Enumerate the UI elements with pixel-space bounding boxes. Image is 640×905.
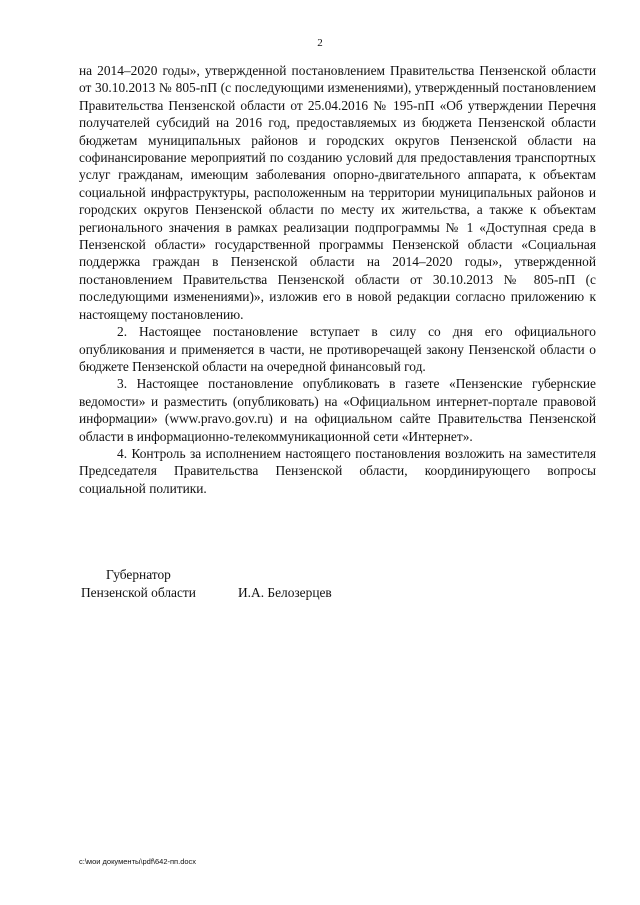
signature-name: И.А. Белозерцев — [238, 585, 332, 600]
page-number: 2 — [317, 37, 323, 49]
paragraph-continuation: на 2014–2020 годы», утвержденной постановлением Правительства Пензенской области от 30.10.2013 № 805-пП (с последующими изменениями), утвержденный постановлением Правительства Пензенской области от 25.04.2016 № 195-пП «Об утверждении Перечня получателей субсидий на 2016 год, предоставляемых из бюджета Пензенской области бюджетам муниципальных районов и городских округов Пензенской области на софинансирование мероприятий по созданию условий для предоставления транспортных услуг гражданам, имеющим заболевания опорно-двигательного аппарата, к объектам социальной инфраструктуры, расположенным на территории муниципальных районов и городских округов Пензенской области по месту их жительства, а также к объектам регионального значения в рамках реализации подпрограммы № 1 «Доступная среда в Пензенской области» государственной программы Пензенской области «Социальная поддержка граждан в Пензенской области на 2014–2020 годы», утвержденной постановлением Правительства Пензенской области от 30.10.2013 № 805-пП (с последующими изменениями)», изложив его в новой редакции согласно приложению к настоящему постановлению. — [79, 63, 596, 322]
paragraph-2: 2. Настоящее постановление вступает в силу со дня его официального опубликования и применяется в части, не противоречащей закону Пензенской области о бюджете Пензенской области на очередной финансовый год. — [79, 324, 596, 374]
signature-title-line2: Пензенской области — [81, 585, 196, 600]
document-body — [79, 62, 596, 497]
paragraph-3: 3. Настоящее постановление опубликовать в газете «Пензенские губернские ведомости» и разместить (опубликовать) на «Официальном интернет-портале правовой информации» (www.pravo.gov.ru) и на официальном сайте Правительства Пензенской области в информационно-телекоммуникационной сети «Интернет». — [79, 376, 596, 444]
signature-title-line1: Губернатор — [106, 567, 171, 582]
footer-file-path: c:\мои документы\pdf\642-пп.docx — [79, 857, 197, 866]
paragraph-4: 4. Контроль за исполнением настоящего постановления возложить на заместителя Председателя Правительства Пензенской области, координирующего вопросы социальной политики. — [79, 445, 596, 496]
